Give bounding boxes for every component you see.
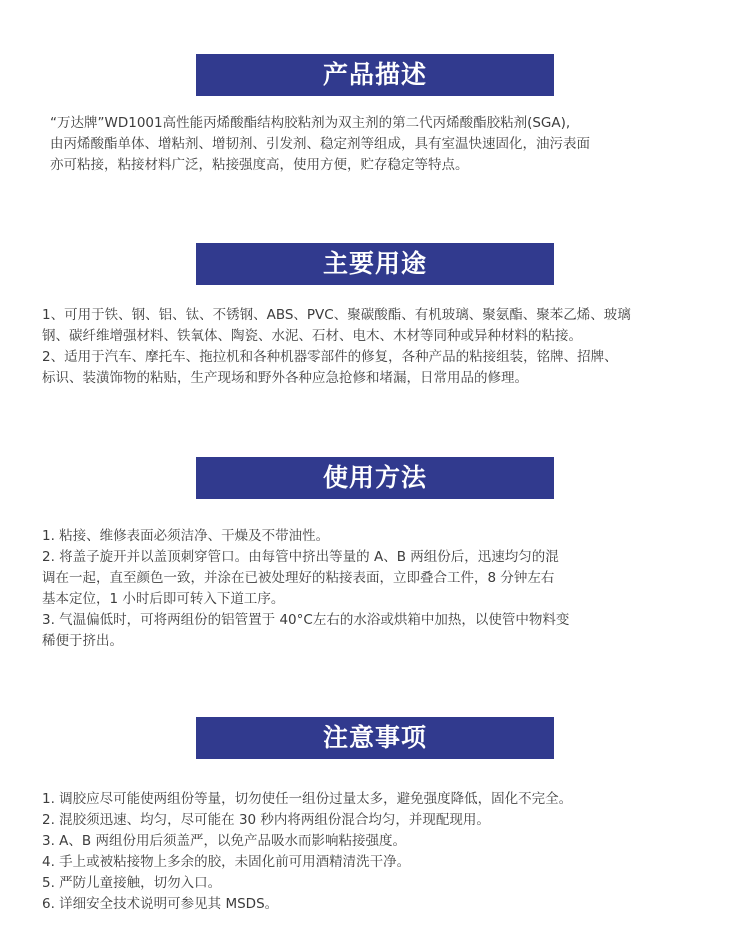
description-body	[50, 113, 722, 176]
usage-line: 1. 粘接、维修表面必须洁净、干燥及不带油性。	[42, 528, 330, 544]
notes-body	[42, 789, 714, 915]
uses-line: 2、适用于汽车、摩托车、拖拉机和各种机器零部件的修复，各种产品的粘接组装，铭牌、招牌、	[42, 349, 618, 365]
usage-line: 调在一起，直至颜色一致，并涂在已被处理好的粘接表面，立即叠合工件，8 分钟左右	[42, 570, 555, 586]
section-title-description: 产品描述	[196, 54, 554, 96]
uses-line: 1、可用于铁、钢、铝、钛、不锈钢、ABS、PVC、聚碳酸酯、有机玻璃、聚氨酯、聚苯乙烯、玻璃	[42, 307, 631, 323]
usage-body	[42, 526, 714, 652]
uses-line: 钢、碳纤维增强材料、铁氧体、陶瓷、水泥、石材、电木、木材等同种或异种材料的粘接。	[42, 328, 582, 344]
uses-line: 标识、装潢饰物的粘贴，生产现场和野外各种应急抢修和堵漏，日常用品的修理。	[42, 370, 528, 386]
uses-body	[42, 305, 714, 389]
notes-line: 3. A、B 两组份用后须盖严，以免产品吸水而影响粘接强度。	[42, 833, 406, 849]
section-title-usage: 使用方法	[196, 457, 554, 499]
usage-line: 3. 气温偏低时，可将两组份的铝管置于 40°C左右的水浴或烘箱中加热，以使管中物料变	[42, 612, 570, 628]
notes-line: 5. 严防儿童接触，切勿入口。	[42, 875, 222, 891]
notes-line: 2. 混胶须迅速、均匀，尽可能在 30 秒内将两组份混合均匀，并现配现用。	[42, 812, 490, 828]
notes-line: 6. 详细安全技术说明可参见其 MSDS。	[42, 896, 279, 912]
description-line: 由丙烯酸酯单体、增粘剂、增韧剂、引发剂、稳定剂等组成，具有室温快速固化，油污表面	[50, 136, 590, 152]
description-line: “万达牌”WD1001高性能丙烯酸酯结构胶粘剂为双主剂的第二代丙烯酸酯胶粘剂(SGA),	[50, 115, 571, 131]
usage-line: 基本定位，1 小时后即可转入下道工序。	[42, 591, 285, 607]
notes-line: 1. 调胶应尽可能使两组份等量，切勿使任一组份过量太多，避免强度降低，固化不完全。	[42, 791, 573, 807]
notes-line: 4. 手上或被粘接物上多余的胶，未固化前可用酒精清洗干净。	[42, 854, 411, 870]
section-title-uses: 主要用途	[196, 243, 554, 285]
usage-line: 2. 将盖子旋开并以盖顶刺穿管口。由每管中挤出等量的 A、B 两组份后，迅速均匀的混	[42, 549, 559, 565]
description-line: 亦可粘接，粘接材料广泛，粘接强度高，使用方便，贮存稳定等特点。	[50, 157, 469, 173]
usage-line: 稀便于挤出。	[42, 633, 123, 649]
section-title-notes: 注意事项	[196, 717, 554, 759]
